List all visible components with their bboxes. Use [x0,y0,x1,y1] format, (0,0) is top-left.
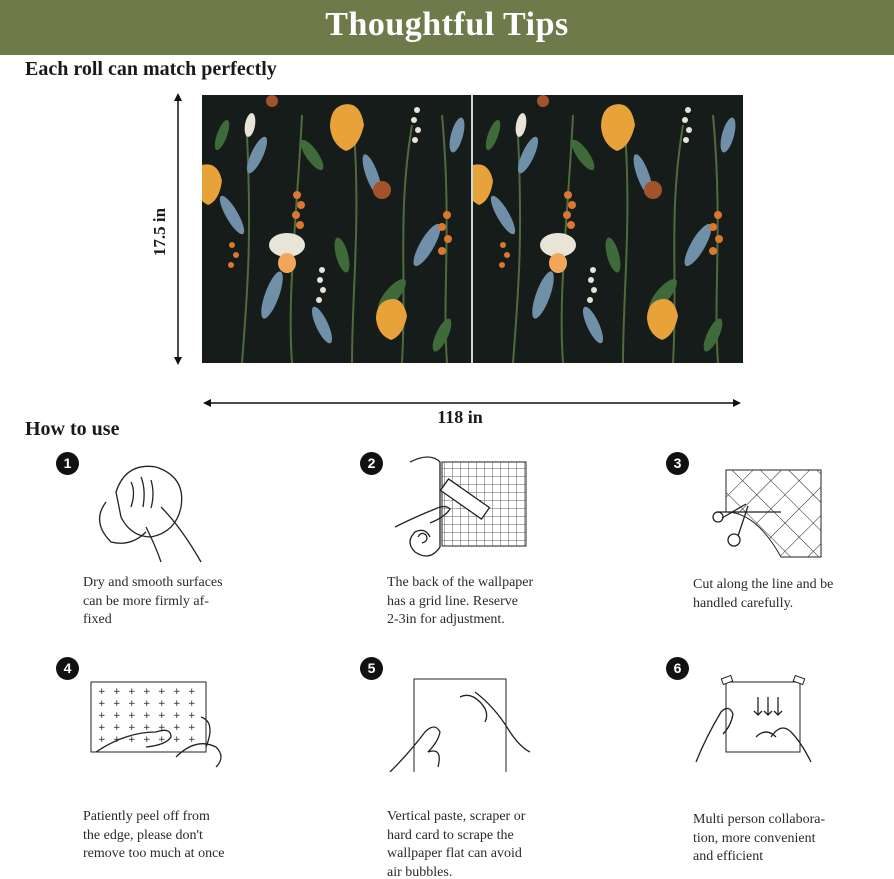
svg-text:+: + [158,699,166,709]
svg-text:+: + [128,723,136,733]
svg-text:+: + [98,711,106,721]
svg-text:+: + [128,735,136,745]
step-card-1 [56,452,306,652]
two-person-hang-icon [686,657,846,772]
svg-text:+: + [143,687,151,697]
svg-text:+: + [158,687,166,697]
svg-text:+: + [173,735,181,745]
svg-text:+: + [188,687,196,697]
peel-backing-icon [76,657,236,772]
svg-text:+: + [143,723,151,733]
step-description: Cut along the line and be handled carefully. [693,577,834,611]
floral-pattern-icon [473,95,743,363]
page-title: Thoughtful Tips [325,6,569,43]
width-dimension-label: 118 in [437,407,483,427]
svg-text:+: + [158,735,166,745]
svg-text:+: + [143,699,151,709]
svg-text:+: + [143,735,151,745]
smoothing-hands-icon [380,657,540,772]
svg-text:+: + [113,723,121,733]
header-banner [0,0,894,55]
section-title-match: Each roll can match perfectly [25,58,277,80]
step-description: Dry and smooth surfaces can be more firmly af- fixed [83,575,223,627]
svg-text:+: + [98,687,106,697]
svg-text:+: + [188,735,196,745]
floral-pattern-icon [202,95,472,363]
step-description: Vertical paste, scraper or hard card to scrape the wallpaper flat can avoid air bubbles. [387,809,526,879]
svg-text:+: + [113,699,121,709]
svg-text:+: + [113,735,121,745]
svg-text:+: + [143,711,151,721]
scissors-cut-icon [686,452,846,567]
svg-text:+: + [98,723,106,733]
step-number-badge: 1 [56,452,79,475]
step-number-badge: 4 [56,657,79,680]
step-description: Multi person collabora- tion, more convenient and efficient [693,812,826,864]
step-number-badge: 5 [360,657,383,680]
step-number-badge: 3 [666,452,689,475]
svg-text:+: + [173,723,181,733]
step-number-badge: 2 [360,452,383,475]
svg-text:+: + [128,687,136,697]
step-description: Patiently peel off from the edge, please don't remove too much at once [83,809,225,861]
svg-text:+: + [173,711,181,721]
svg-text:+: + [128,699,136,709]
grid-backing-icon [380,452,540,567]
svg-text:+: + [128,711,136,721]
svg-text:+: + [173,699,181,709]
svg-text:+: + [188,723,196,733]
svg-text:+: + [158,723,166,733]
step-card-3 [666,452,894,652]
height-dimension-label: 17.5 in [150,207,169,257]
wallpaper-roll-right [473,95,743,363]
step-card-4 [56,657,306,861]
step-card-6 [666,657,894,864]
svg-text:+: + [173,687,181,697]
step-card-5 [360,657,610,879]
svg-text:+: + [158,711,166,721]
svg-text:+: + [98,735,106,745]
wallpaper-roll-left [202,95,472,363]
svg-text:+: + [113,687,121,697]
roll-seam-divider [471,95,473,363]
svg-text:+: + [188,699,196,709]
height-arrow-icon [173,93,183,365]
step-description: The back of the wallpaper has a grid line. Reserve 2-3in for adjustment. [387,575,534,627]
svg-text:+: + [113,711,121,721]
wiping-hand-icon [76,452,236,567]
step-card-2 [360,452,610,652]
step-number-badge: 6 [666,657,689,680]
section-title-howto: How to use [25,418,120,440]
svg-text:+: + [188,711,196,721]
svg-text:+: + [98,699,106,709]
